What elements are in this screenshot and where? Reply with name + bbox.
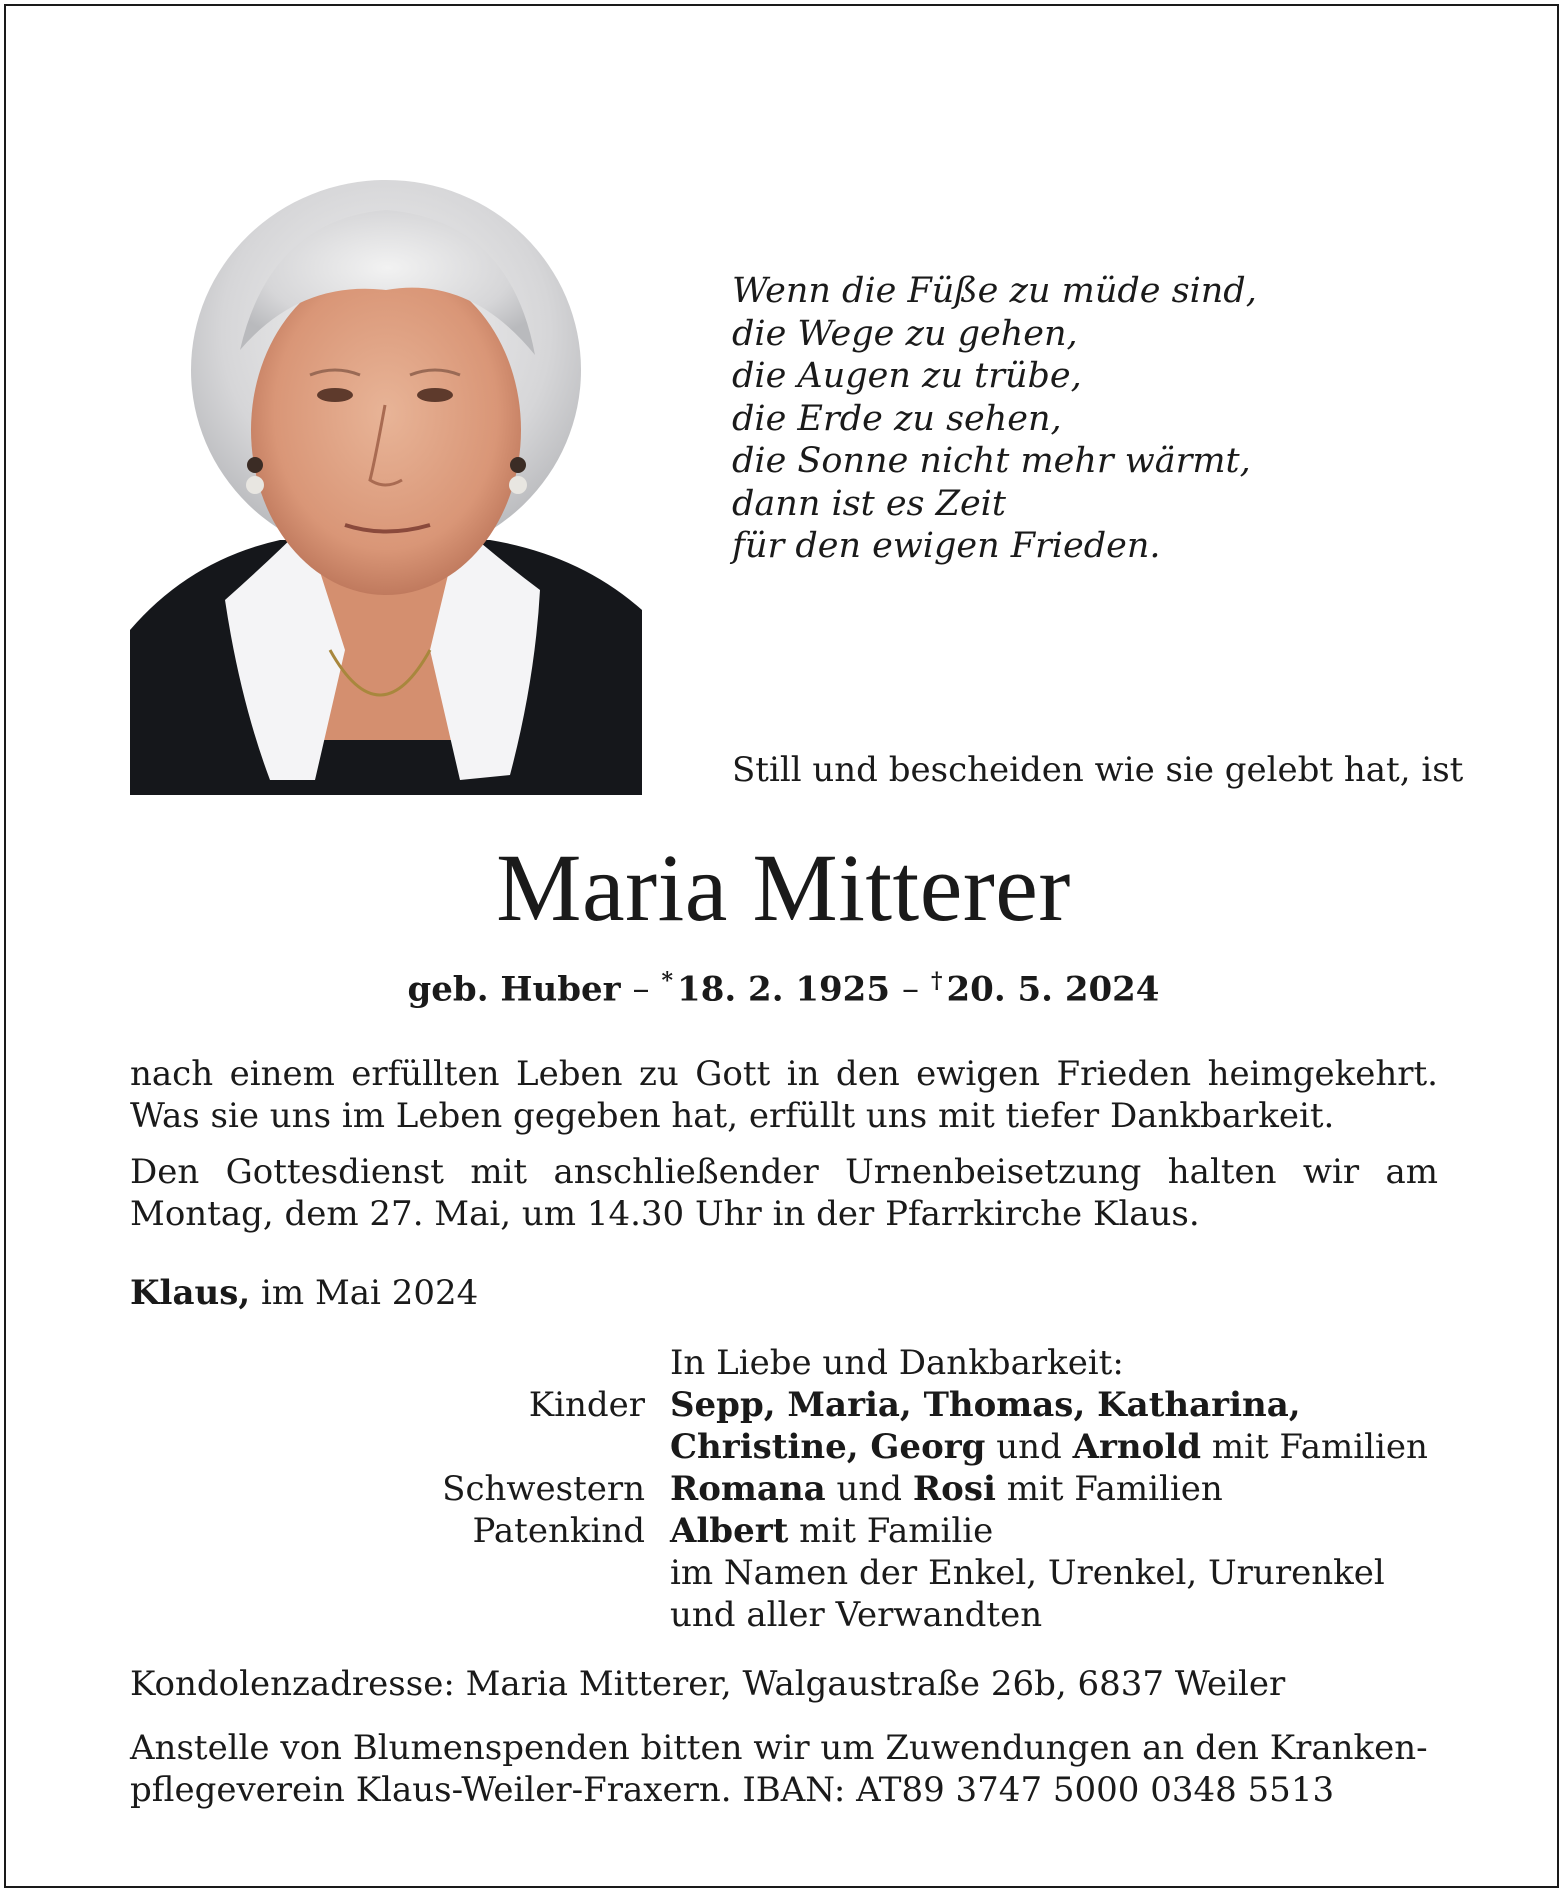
poem-line: die Sonne nicht mehr wärmt, (732, 441, 1251, 481)
portrait-photo (130, 180, 642, 795)
announcement-paragraph: nach einem erfüllten Leben zu Gott in den ewigen Frieden heimgekehrt. Was sie uns im Leben gegeben hat, erfüllt uns mit tiefer Dankbarkeit. (130, 1054, 1438, 1136)
condolence-address: Kondolenzadresse: Maria Mitterer, Walgaustraße 26b, 6837 Weiler (130, 1664, 1286, 1704)
signature-heading: In Liebe und Dankbarkeit: (670, 1343, 1124, 1383)
relation-label-patenkind: Patenkind (472, 1511, 645, 1551)
relation-label-schwestern: Schwestern (442, 1469, 645, 1509)
service-paragraph: Den Gottesdienst mit anschließender Urnenbeisetzung halten wir am Montag, dem 27. Mai, um 14.30 Uhr in der Pfarrkirche Klaus. (130, 1152, 1438, 1234)
poem-line: die Augen zu trübe, (732, 356, 1082, 396)
place-town: Klaus, (130, 1273, 251, 1313)
deceased-name: Maria Mitterer (496, 834, 1071, 941)
poem-line: die Erde zu sehen, (732, 398, 1062, 439)
birth-symbol: * (661, 968, 674, 994)
with-families: mit Familien (1211, 1427, 1428, 1467)
schwestern-names (670, 1469, 1223, 1509)
with-family: mit Familie (799, 1511, 994, 1551)
donation-note (130, 1727, 1438, 1811)
kinder-names-line2 (670, 1427, 1428, 1467)
with-families: mit Familien (1006, 1469, 1223, 1509)
donation-line: pflegeverein Klaus-Weiler-Fraxern. IBAN: AT89 3747 5000 0348 5513 (130, 1770, 1335, 1810)
maiden-name: geb. Huber (407, 969, 621, 1010)
place-month: im Mai 2024 (261, 1273, 479, 1313)
kinder-christine-georg: Christine, Georg (670, 1427, 986, 1467)
intro-text: Still und bescheiden wie sie gelebt hat, ist (732, 750, 1464, 790)
conjunction: und (996, 1427, 1062, 1467)
donation-line: Anstelle von Blumenspenden bitten wir um Zuwendungen an den Kranken- (130, 1728, 1428, 1768)
portrait-illustration (130, 180, 642, 795)
birth-date: 18. 2. 1925 (677, 969, 890, 1010)
dash-separator: – (902, 969, 919, 1010)
life-dates (0, 968, 1567, 1009)
kinder-arnold: Arnold (1072, 1427, 1202, 1467)
death-date: 20. 5. 2024 (946, 969, 1160, 1010)
kinder-names-line1: Sepp, Maria, Thomas, Katharina, (670, 1385, 1301, 1425)
dash-separator: – (632, 969, 650, 1010)
death-symbol: † (931, 968, 943, 994)
schwester-romana: Romana (670, 1469, 826, 1509)
place-date (130, 1273, 478, 1313)
conjunction: und (836, 1469, 903, 1509)
grandchildren-line: im Namen der Enkel, Urenkel, Ururenkel (670, 1553, 1385, 1593)
kinder-names (670, 1385, 1301, 1425)
poem-line: die Wege zu gehen, (732, 313, 1078, 354)
poem-line: für den ewigen Frieden. (732, 526, 1161, 566)
relation-label-kinder: Kinder (528, 1385, 645, 1425)
patenkind-albert: Albert (670, 1511, 789, 1551)
patenkind-names (670, 1511, 993, 1551)
schwester-rosi: Rosi (912, 1469, 996, 1509)
poem-line: Wenn die Füße zu müde sind, (732, 271, 1257, 311)
poem-line: dann ist es Zeit (732, 483, 1006, 524)
poem (732, 270, 1452, 568)
relatives-line: und aller Verwandten (670, 1595, 1043, 1635)
